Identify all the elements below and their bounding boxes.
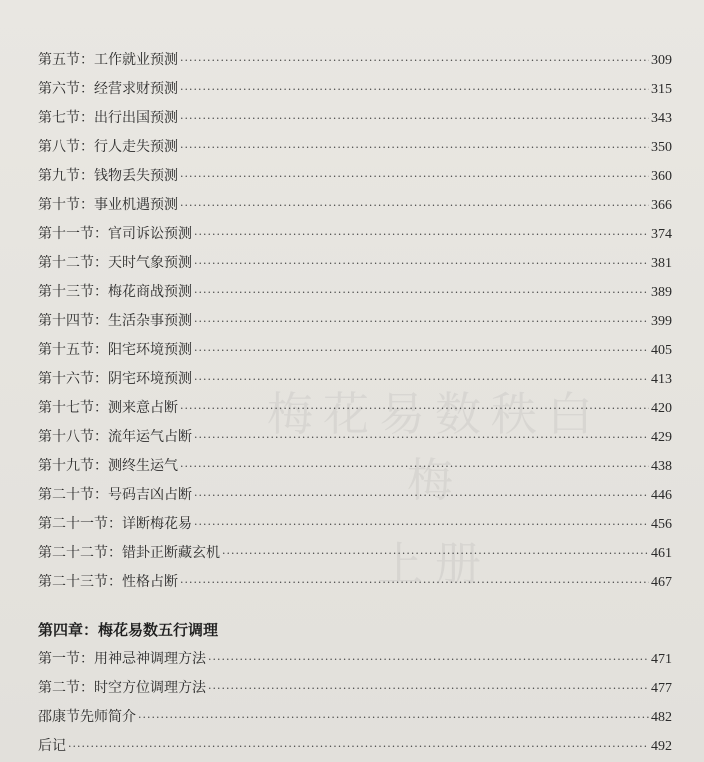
toc-entry[interactable] <box>38 481 672 510</box>
toc-entry-page-number: 477 <box>651 681 672 696</box>
chapter4-entry-list <box>38 645 672 761</box>
dot-leader <box>194 307 649 336</box>
toc-entry-page-number: 309 <box>651 53 672 68</box>
toc-entry-title: 第一节：用神忌神调理方法 <box>38 651 206 667</box>
toc-entry-page-number: 389 <box>651 285 672 300</box>
toc-entry-title: 第十六节：阴宅环境预测 <box>38 371 192 387</box>
toc-entry-page-number: 343 <box>651 111 672 126</box>
dot-leader <box>180 162 649 191</box>
toc-entry-page-number: 438 <box>651 459 672 474</box>
toc-entry-title: 后记 <box>38 738 66 754</box>
toc-entry[interactable] <box>38 732 672 761</box>
dot-leader <box>180 568 649 597</box>
toc-entry[interactable] <box>38 191 672 220</box>
toc-entry-title: 第二节：时空方位调理方法 <box>38 680 206 696</box>
toc-entry-title: 第二十三节：性格占断 <box>38 574 178 590</box>
dot-leader <box>194 249 649 278</box>
toc-entry-title: 邵康节先师简介 <box>38 709 136 725</box>
toc-entry-page-number: 360 <box>651 169 672 184</box>
toc-entry-title: 第二十二节：错卦正断藏玄机 <box>38 545 220 561</box>
toc-entry[interactable] <box>38 703 672 732</box>
toc-entry[interactable] <box>38 510 672 539</box>
toc-entry-title: 第八节：行人走失预测 <box>38 139 178 155</box>
toc-entry-title: 第十四节：生活杂事预测 <box>38 313 192 329</box>
toc-entry[interactable] <box>38 645 672 674</box>
toc-entry-page-number: 350 <box>651 140 672 155</box>
dot-leader <box>194 220 649 249</box>
dot-leader <box>180 75 649 104</box>
toc-entry-title: 第九节：钱物丢失预测 <box>38 168 178 184</box>
toc-entry[interactable] <box>38 46 672 75</box>
toc-entry[interactable] <box>38 278 672 307</box>
toc-entry-page-number: 492 <box>651 739 672 754</box>
toc-entry-page-number: 482 <box>651 710 672 725</box>
toc-entry-page-number: 446 <box>651 488 672 503</box>
dot-leader <box>208 674 649 703</box>
dot-leader <box>138 703 649 732</box>
toc-entry-title: 第十二节：天时气象预测 <box>38 255 192 271</box>
dot-leader <box>180 133 649 162</box>
dot-leader <box>68 732 649 761</box>
dot-leader <box>194 510 649 539</box>
toc-entry[interactable] <box>38 162 672 191</box>
chapter-heading: 第四章：梅花易数五行调理 <box>38 621 219 639</box>
toc-entry-title: 第十节：事业机遇预测 <box>38 197 178 213</box>
toc-entry[interactable] <box>38 423 672 452</box>
toc-entry-page-number: 413 <box>651 372 672 387</box>
toc-entry[interactable] <box>38 336 672 365</box>
toc-entry-page-number: 315 <box>651 82 672 97</box>
dot-leader <box>194 481 649 510</box>
toc-entry-title: 第十三节：梅花商战预测 <box>38 284 192 300</box>
dot-leader <box>180 46 649 75</box>
toc-entry-page-number: 456 <box>651 517 672 532</box>
toc-entry-page-number: 374 <box>651 227 672 242</box>
toc-entry-title: 第五节：工作就业预测 <box>38 52 178 68</box>
toc-entry[interactable] <box>38 249 672 278</box>
dot-leader <box>194 336 649 365</box>
toc-entry-title: 第十八节：流年运气占断 <box>38 429 192 445</box>
toc-entry-title: 第十一节：官司诉讼预测 <box>38 226 192 242</box>
toc-entry-page-number: 420 <box>651 401 672 416</box>
toc-entry-page-number: 381 <box>651 256 672 271</box>
dot-leader <box>180 104 649 133</box>
toc-entry-page-number: 461 <box>651 546 672 561</box>
dot-leader <box>208 645 649 674</box>
toc-entry-title: 第十七节：测来意占断 <box>38 400 178 416</box>
chapter3-section-list <box>38 46 672 597</box>
dot-leader <box>194 278 649 307</box>
toc-entry[interactable] <box>38 568 672 597</box>
toc-entry-page-number: 429 <box>651 430 672 445</box>
dot-leader <box>194 365 649 394</box>
toc-entry[interactable] <box>38 365 672 394</box>
toc-entry[interactable] <box>38 307 672 336</box>
watermark-title: 梅花易数秩白梅 <box>267 387 603 507</box>
toc-entry-page-number: 366 <box>651 198 672 213</box>
toc-entry-title: 第七节：出行出国预测 <box>38 110 178 126</box>
toc-entry[interactable] <box>38 75 672 104</box>
toc-entry-page-number: 405 <box>651 343 672 358</box>
toc-entry[interactable] <box>38 394 672 423</box>
toc-entry[interactable] <box>38 133 672 162</box>
toc-entry[interactable] <box>38 104 672 133</box>
toc-entry-page-number: 399 <box>651 314 672 329</box>
toc-entry-title: 第十五节：阳宅环境预测 <box>38 342 192 358</box>
dot-leader <box>180 191 649 220</box>
toc-entry[interactable] <box>38 674 672 703</box>
toc-entry-page-number: 471 <box>651 652 672 667</box>
toc-entry-page-number: 467 <box>651 575 672 590</box>
dot-leader <box>180 452 649 481</box>
toc-entry[interactable] <box>38 539 672 568</box>
dot-leader <box>194 423 649 452</box>
watermark-volume: 上册 <box>377 537 493 591</box>
toc-entry[interactable] <box>38 220 672 249</box>
toc-entry[interactable] <box>38 452 672 481</box>
toc-entry-title: 第二十节：号码吉凶占断 <box>38 487 192 503</box>
toc-entry-title: 第十九节：测终生运气 <box>38 458 178 474</box>
dot-leader <box>180 394 649 423</box>
toc-entry-title: 第二十一节：详断梅花易 <box>38 516 192 532</box>
toc-entry-title: 第六节：经营求财预测 <box>38 81 178 97</box>
table-of-contents <box>38 46 672 761</box>
dot-leader <box>222 539 649 568</box>
